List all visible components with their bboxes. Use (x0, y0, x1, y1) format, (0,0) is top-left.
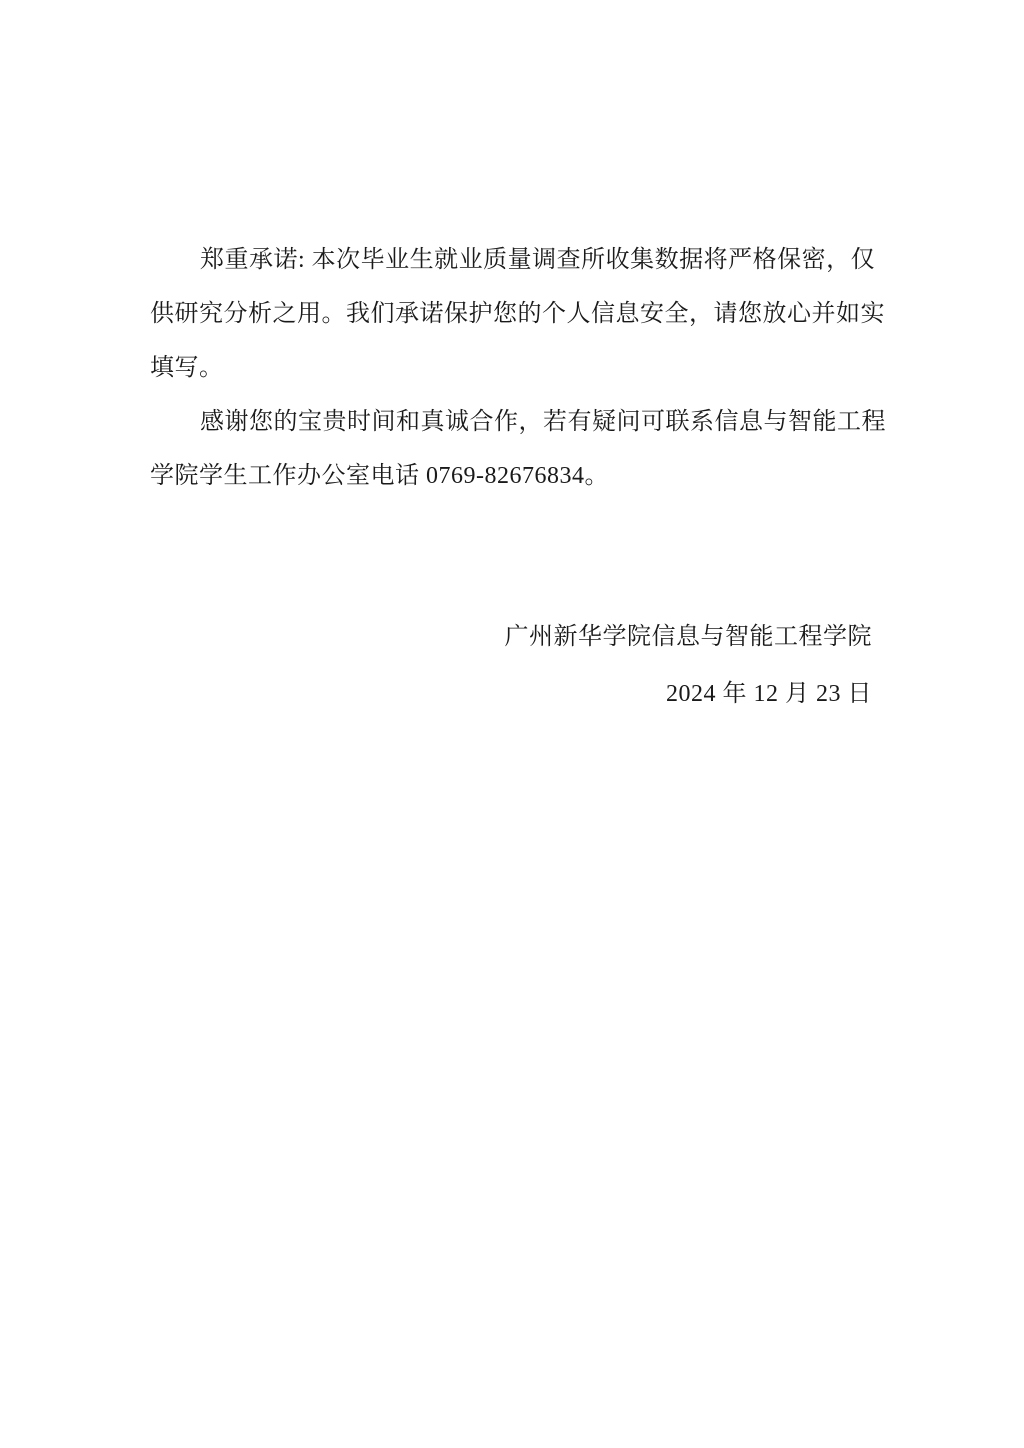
paragraph-line: 感谢您的宝贵时间和真诚合作，若有疑问可联系信息与智能工程 (200, 409, 886, 435)
thanks-contact-paragraph (150, 395, 886, 503)
document-body (150, 233, 886, 503)
paragraph-line: 供研究分析之用。我们承诺保护您的个人信息安全，请您放心并如实 (150, 301, 885, 327)
signature-block (505, 609, 873, 723)
paragraph-line-with-phone: 学院学生工作办公室电话 0769-82676834。 (150, 463, 609, 489)
paragraph-line: 填写。 (150, 355, 224, 381)
signature-date: 2024 年 12 月 23 日 (666, 681, 872, 707)
confidentiality-paragraph (150, 233, 885, 395)
paragraph-line: 郑重承诺: 本次毕业生就业质量调查所收集数据将严格保密，仅 (200, 247, 876, 273)
signature-organization: 广州新华学院信息与智能工程学院 (504, 624, 872, 650)
